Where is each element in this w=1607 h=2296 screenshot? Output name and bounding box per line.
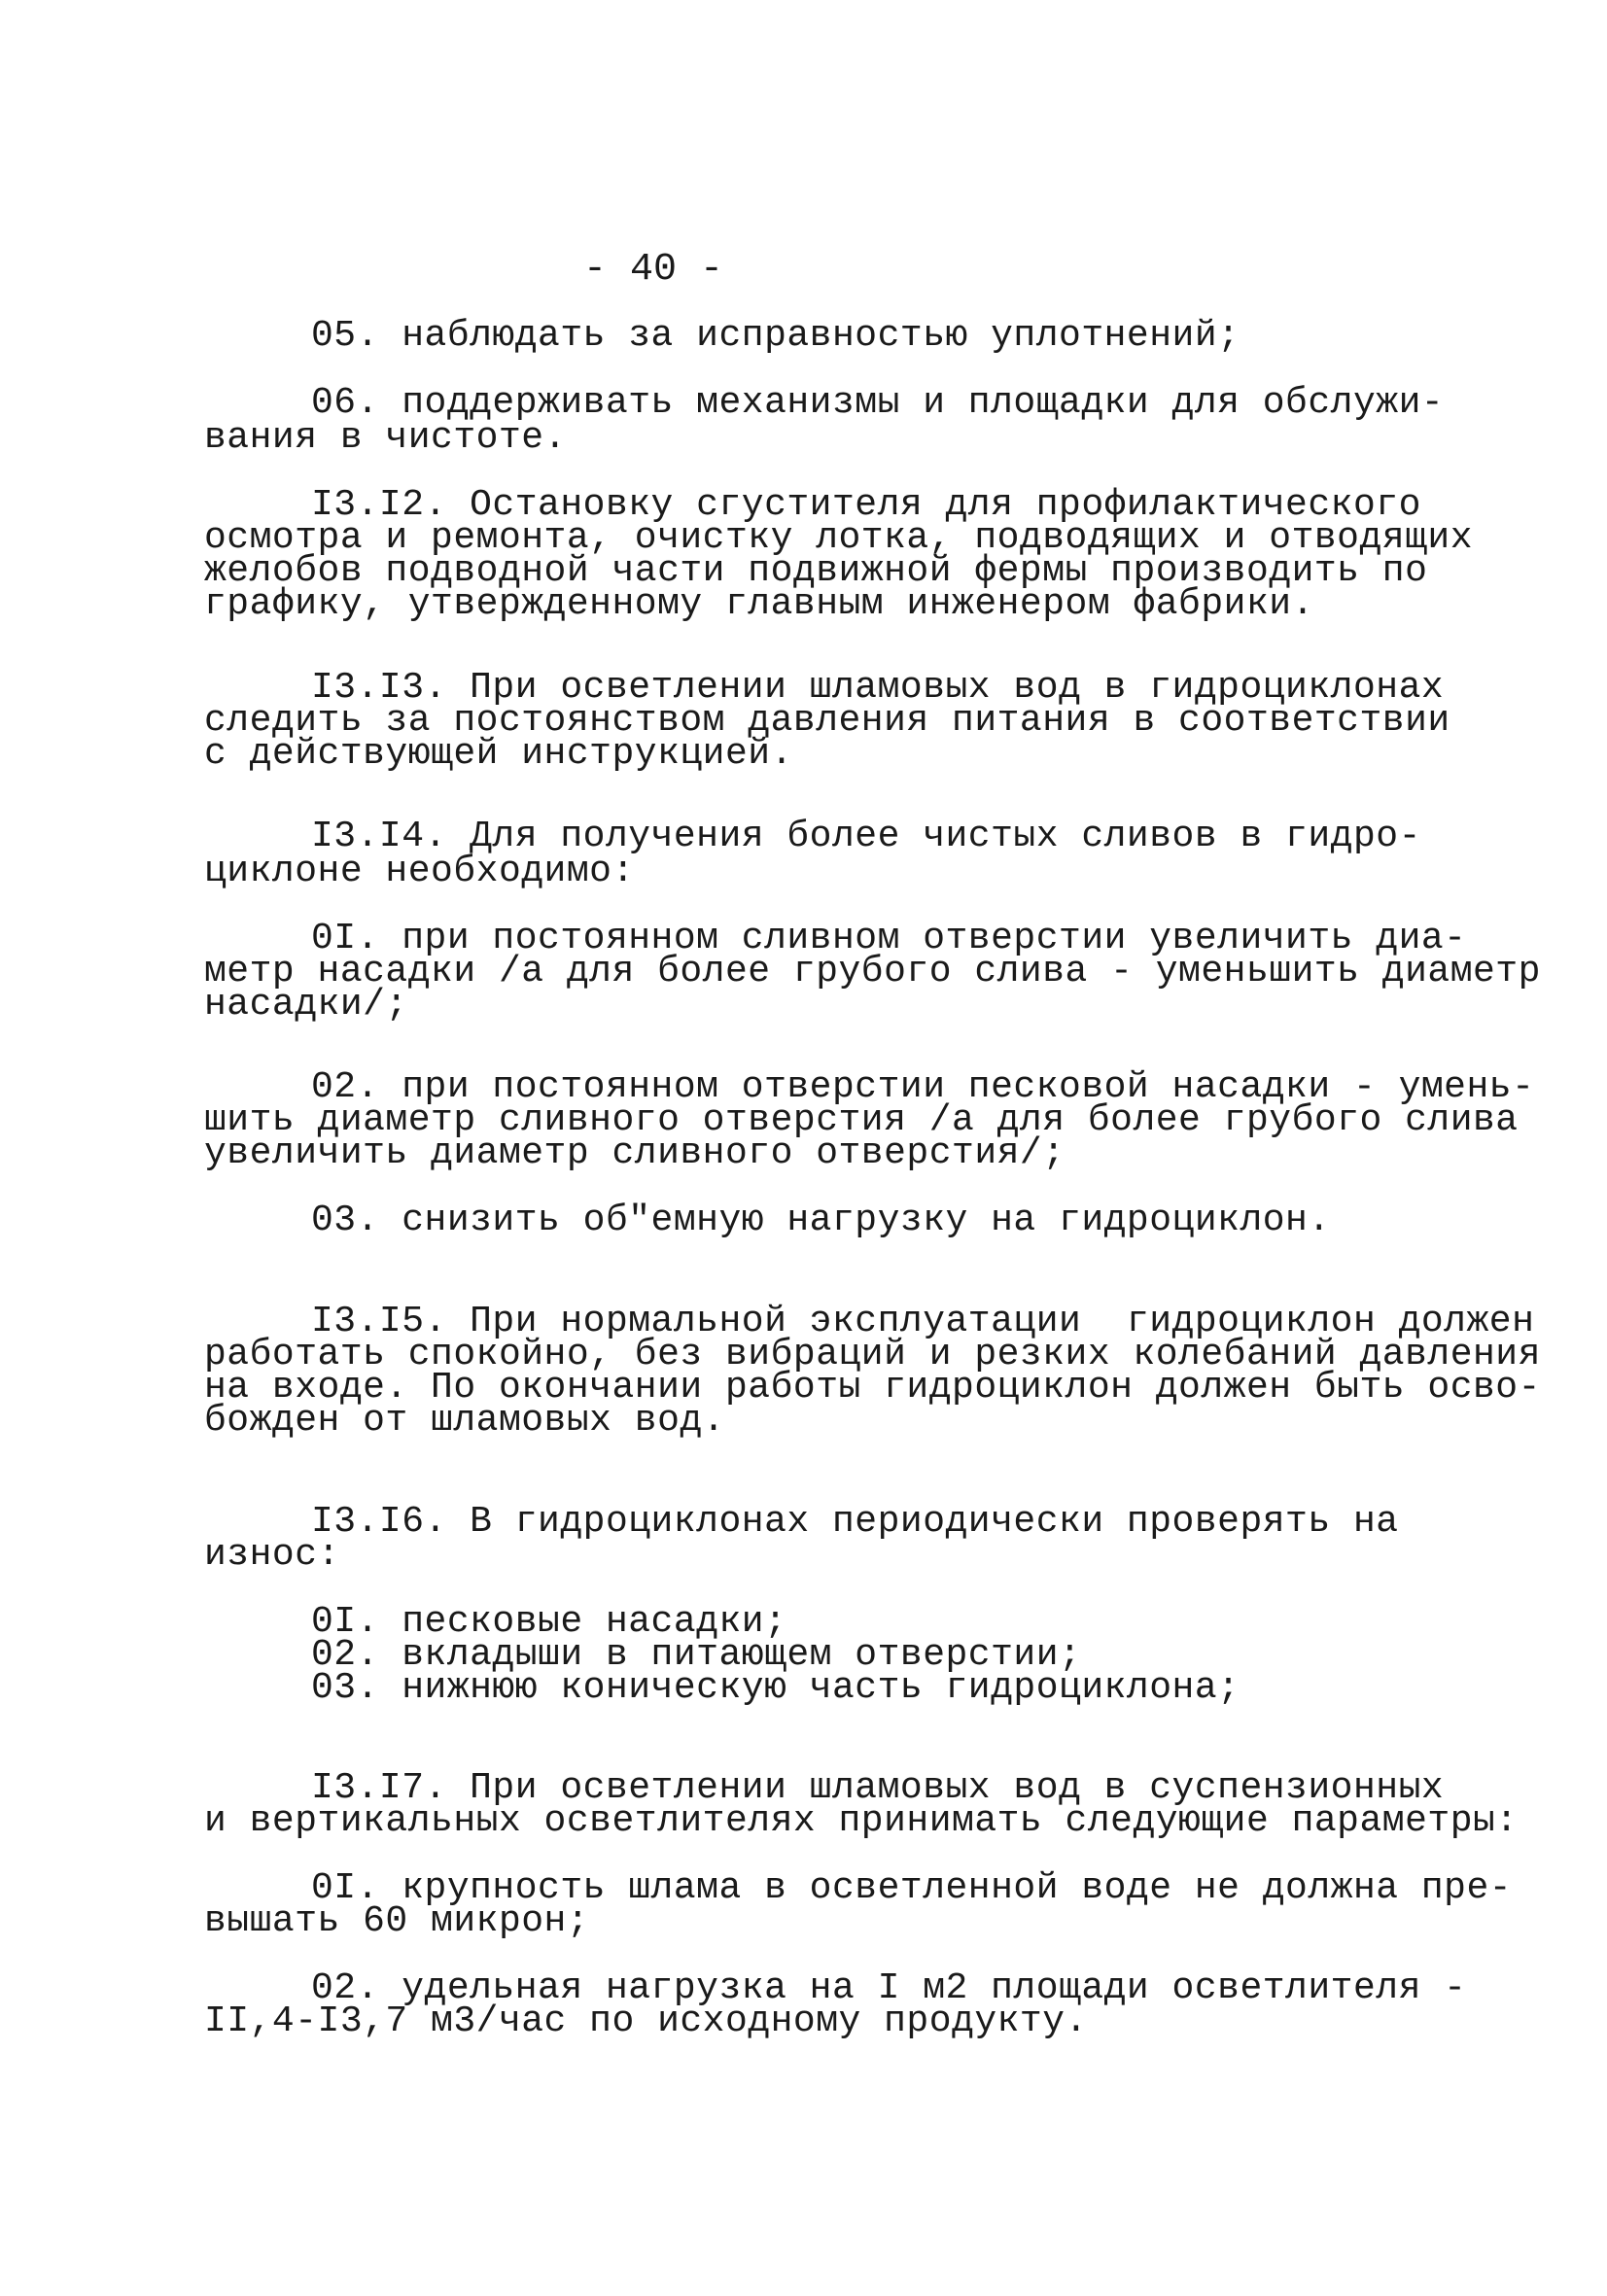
text-line: увеличить диаметр сливного отверстия/; [204, 1132, 1066, 1174]
text-line: 03. нижнюю коническую часть гидроциклона; [311, 1667, 1240, 1709]
text-line: графику, утвержденному главным инженером фабрики. [204, 583, 1314, 625]
text-line: II,4-I3,7 м3/час по исходному продукту. [204, 2000, 1088, 2042]
text-line: I3.I4. Для получения более чистых сливов в гидро- [311, 816, 1421, 857]
text-line: 02. вкладыши в питающем отверстии; [311, 1634, 1082, 1676]
text-line: вания в чистоте. [204, 417, 567, 459]
text-line: I3.I2. Остановку сгустителя для профилактического [311, 484, 1421, 526]
text-line: и вертикальных осветлителях принимать следующие параметры: [204, 1800, 1519, 1842]
text-line: износ: [204, 1534, 340, 1576]
text-line: I3.I5. При нормальной эксплуатации гидроциклон должен [311, 1301, 1535, 1342]
text-line: 05. наблюдать за исправностью уплотнений; [311, 315, 1240, 357]
text-line: 03. снизить об"емную нагрузку на гидроциклон. [311, 1200, 1331, 1241]
text-line: шить диаметр сливного отверстия /а для более грубого слива [204, 1099, 1519, 1141]
page-number: - 40 - [583, 248, 724, 292]
text-line: 0I. при постоянном сливном отверстии увеличить диа- [311, 918, 1467, 959]
text-line: I3.I3. При осветлении шламовых вод в гидроциклонах [311, 667, 1445, 709]
text-line: I3.I6. В гидроциклонах периодически проверять на [311, 1501, 1399, 1543]
text-line: метр насадки /а для более грубого слива - уменьшить диаметр [204, 951, 1541, 992]
text-line: I3.I7. При осветлении шламовых вод в суспензионных [311, 1767, 1445, 1809]
text-line: насадки/; [204, 984, 408, 1026]
text-line: 06. поддерживать механизмы и площадки для обслужи- [311, 382, 1445, 424]
text-line: осмотра и ремонта, очистку лотка, подводящих и отводящих [204, 517, 1474, 559]
text-line: на входе. По окончании работы гидроциклон должен быть осво- [204, 1367, 1541, 1409]
text-line: с действующей инструкцией. [204, 733, 793, 775]
text-line: циклоне необходимо: [204, 851, 635, 892]
text-line: 02. при постоянном отверстии песковой насадки - умень- [311, 1066, 1535, 1108]
text-line: вышать 60 микрон; [204, 1900, 590, 1942]
text-line: 0I. крупность шлама в осветленной воде не должна пре- [311, 1867, 1513, 1909]
text-line: работать спокойно, без вибраций и резких колебаний давления [204, 1334, 1541, 1375]
text-line: следить за постоянством давления питания в соответствии [204, 700, 1450, 742]
text-line: 0I. песковые насадки; [311, 1601, 787, 1643]
text-line: божден от шламовых вод. [204, 1400, 725, 1442]
text-line: 02. удельная нагрузка на I м2 площади осветлителя - [311, 1967, 1467, 2009]
text-line: желобов подводной части подвижной фермы производить по [204, 550, 1428, 592]
